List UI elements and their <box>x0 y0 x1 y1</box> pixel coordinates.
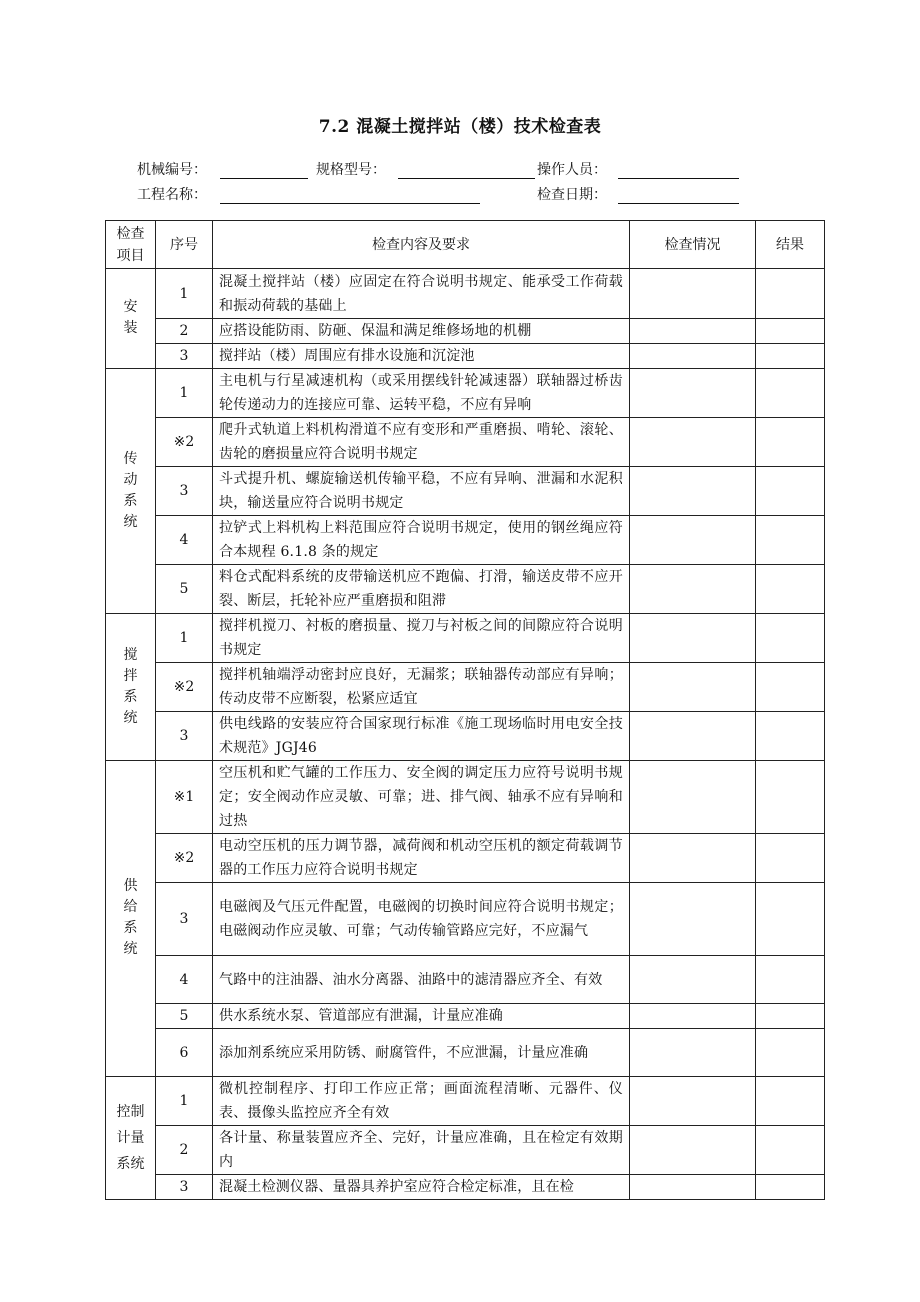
row-content: 供水系统水泵、管道部应有泄漏，计量应准确 <box>213 1004 630 1029</box>
row-content: 料仓式配料系统的皮带输送机应不跑偏、打滑，输送皮带不应开裂、断层，托轮补应严重磨损和阻滞 <box>213 565 630 614</box>
date-label: 检查日期： <box>537 187 607 203</box>
table-row <box>106 369 825 418</box>
table-row <box>106 712 825 761</box>
row-no: 1 <box>156 369 213 418</box>
row-no: ※2 <box>156 834 213 883</box>
table-row <box>106 1004 825 1029</box>
table-row <box>106 467 825 516</box>
row-content: 搅拌机轴端浮动密封应良好，无漏浆；联轴器传动部应有异响；传动皮带不应断裂，松紧应适宜 <box>213 663 630 712</box>
table-row <box>106 883 825 956</box>
table-row <box>106 516 825 565</box>
row-status-cell[interactable] <box>630 319 756 344</box>
row-result-cell[interactable] <box>756 418 825 467</box>
row-result-cell[interactable] <box>756 1175 825 1200</box>
project-label: 工程名称： <box>137 187 207 203</box>
row-no: 3 <box>156 883 213 956</box>
row-no: 1 <box>156 614 213 663</box>
row-result-cell[interactable] <box>756 956 825 1004</box>
row-content: 添加剂系统应采用防锈、耐腐管件，不应泄漏，计量应准确 <box>213 1029 630 1077</box>
row-no: 3 <box>156 1175 213 1200</box>
section-install: 安装 <box>106 269 156 369</box>
table-row <box>106 761 825 834</box>
table-row <box>106 663 825 712</box>
table-row <box>106 834 825 883</box>
header-status: 检查情况 <box>630 221 756 269</box>
row-content: 电动空压机的压力调节器，减荷阀和机动空压机的额定荷载调节器的工作压力应符合说明书规定 <box>213 834 630 883</box>
row-result-cell[interactable] <box>756 761 825 834</box>
row-status-cell[interactable] <box>630 956 756 1004</box>
row-content: 斗式提升机、螺旋输送机传输平稳，不应有异响、泄漏和水泥积块，输送量应符合说明书规定 <box>213 467 630 516</box>
row-no: 5 <box>156 565 213 614</box>
inspection-table <box>105 220 825 1200</box>
row-content: 空压机和贮气罐的工作压力、安全阀的调定压力应符号说明书规定；安全阀动作应灵敏、可靠；进、排气阀、轴承不应有异响和过热 <box>213 761 630 834</box>
date-field[interactable] <box>618 203 739 204</box>
table-row <box>106 956 825 1004</box>
row-result-cell[interactable] <box>756 1029 825 1077</box>
row-status-cell[interactable] <box>630 565 756 614</box>
row-no: 5 <box>156 1004 213 1029</box>
row-status-cell[interactable] <box>630 344 756 369</box>
project-field[interactable] <box>220 203 480 204</box>
row-status-cell[interactable] <box>630 1004 756 1029</box>
row-content: 各计量、称量装置应齐全、完好，计量应准确，且在检定有效期内 <box>213 1126 630 1175</box>
header-result: 结果 <box>756 221 825 269</box>
row-result-cell[interactable] <box>756 1077 825 1126</box>
header-content: 检查内容及要求 <box>213 221 630 269</box>
row-status-cell[interactable] <box>630 883 756 956</box>
row-status-cell[interactable] <box>630 516 756 565</box>
table-row <box>106 1077 825 1126</box>
section-mixing: 搅拌系统 <box>106 614 156 761</box>
row-result-cell[interactable] <box>756 565 825 614</box>
row-no: 3 <box>156 344 213 369</box>
row-status-cell[interactable] <box>630 467 756 516</box>
row-content: 应搭设能防雨、防砸、保温和满足维修场地的机棚 <box>213 319 630 344</box>
section-transmission: 传动系统 <box>106 369 156 614</box>
spec-label: 规格型号： <box>316 162 386 178</box>
row-no: 3 <box>156 712 213 761</box>
row-content: 拉铲式上料机构上料范围应符合说明书规定，使用的钢丝绳应符合本规程 6.1.8 条的规定 <box>213 516 630 565</box>
row-result-cell[interactable] <box>756 369 825 418</box>
row-status-cell[interactable] <box>630 269 756 319</box>
table-row <box>106 565 825 614</box>
row-result-cell[interactable] <box>756 319 825 344</box>
table-row <box>106 1175 825 1200</box>
row-result-cell[interactable] <box>756 1126 825 1175</box>
row-content: 供电线路的安装应符合国家现行标准《施工现场临时用电安全技术规范》JGJ46 <box>213 712 630 761</box>
table-row <box>106 319 825 344</box>
row-content: 混凝土搅拌站（楼）应固定在符合说明书规定、能承受工作荷载和振动荷载的基础上 <box>213 269 630 319</box>
row-status-cell[interactable] <box>630 761 756 834</box>
row-status-cell[interactable] <box>630 369 756 418</box>
row-result-cell[interactable] <box>756 883 825 956</box>
row-no: 3 <box>156 467 213 516</box>
row-no: 2 <box>156 1126 213 1175</box>
header-item: 检查项目 <box>106 221 156 269</box>
row-no: 4 <box>156 956 213 1004</box>
row-result-cell[interactable] <box>756 834 825 883</box>
row-content: 主电机与行星减速机构（或采用摆线针轮减速器）联轴器过桥齿轮传递动力的连接应可靠、运转平稳，不应有异响 <box>213 369 630 418</box>
row-content: 搅拌机搅刀、衬板的磨损量、搅刀与衬板之间的间隙应符合说明书规定 <box>213 614 630 663</box>
row-no: 2 <box>156 319 213 344</box>
row-no: 1 <box>156 269 213 319</box>
document-title: 7.2 混凝土搅拌站（楼）技术检查表 <box>318 117 602 137</box>
row-result-cell[interactable] <box>756 712 825 761</box>
row-content: 搅拌站（楼）周围应有排水设施和沉淀池 <box>213 344 630 369</box>
section-supply: 供给系统 <box>106 761 156 1077</box>
row-status-cell[interactable] <box>630 834 756 883</box>
row-no: ※2 <box>156 418 213 467</box>
row-status-cell[interactable] <box>630 614 756 663</box>
row-status-cell[interactable] <box>630 1126 756 1175</box>
row-result-cell[interactable] <box>756 467 825 516</box>
table-header-row <box>106 221 825 269</box>
table-row <box>106 344 825 369</box>
row-no: ※1 <box>156 761 213 834</box>
row-content: 爬升式轨道上料机构滑道不应有变形和严重磨损、啃轮、滚轮、齿轮的磨损量应符合说明书规定 <box>213 418 630 467</box>
table-row <box>106 418 825 467</box>
row-content: 气路中的注油器、油水分离器、油路中的滤清器应齐全、有效 <box>213 956 630 1004</box>
spec-field[interactable] <box>398 178 535 179</box>
table-row <box>106 614 825 663</box>
machine-no-field[interactable] <box>220 178 308 179</box>
section-control-metering: 控制计量系统 <box>106 1077 156 1200</box>
row-no: 6 <box>156 1029 213 1077</box>
row-result-cell[interactable] <box>756 1004 825 1029</box>
operator-label: 操作人员： <box>537 162 607 178</box>
row-result-cell[interactable] <box>756 344 825 369</box>
row-status-cell[interactable] <box>630 712 756 761</box>
table-row <box>106 1126 825 1175</box>
row-content: 微机控制程序、打印工作应正常；画面流程清晰、元器件、仪表、摄像头监控应齐全有效 <box>213 1077 630 1126</box>
row-status-cell[interactable] <box>630 1077 756 1126</box>
machine-no-label: 机械编号： <box>137 162 207 178</box>
row-status-cell[interactable] <box>630 1175 756 1200</box>
row-result-cell[interactable] <box>756 663 825 712</box>
row-no: ※2 <box>156 663 213 712</box>
row-status-cell[interactable] <box>630 1029 756 1077</box>
table-row <box>106 1029 825 1077</box>
table-row <box>106 269 825 319</box>
row-content: 电磁阀及气压元件配置，电磁阀的切换时间应符合说明书规定；电磁阀动作应灵敏、可靠；气动传输管路应完好，不应漏气 <box>213 883 630 956</box>
row-status-cell[interactable] <box>630 663 756 712</box>
row-no: 1 <box>156 1077 213 1126</box>
row-result-cell[interactable] <box>756 516 825 565</box>
row-status-cell[interactable] <box>630 418 756 467</box>
row-no: 4 <box>156 516 213 565</box>
header-no: 序号 <box>156 221 213 269</box>
row-result-cell[interactable] <box>756 269 825 319</box>
row-content: 混凝土检测仪器、量器具养护室应符合检定标准，且在检 <box>213 1175 630 1200</box>
operator-field[interactable] <box>618 178 739 179</box>
row-result-cell[interactable] <box>756 614 825 663</box>
